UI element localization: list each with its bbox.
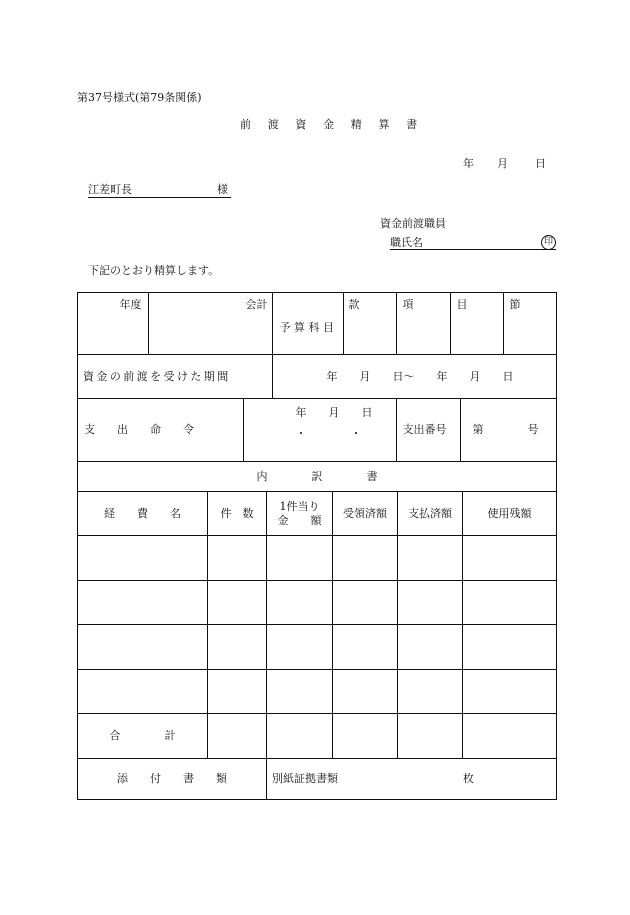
cell-unit-amount[interactable] (267, 581, 333, 625)
cell-remaining[interactable] (463, 581, 557, 625)
col-unit-amount (267, 492, 333, 536)
sender-name-line (390, 236, 556, 250)
budget-account-label: 会計 (245, 298, 268, 311)
attachment-value: 別紙証拠書類 (272, 772, 338, 785)
period-value: 年 月 日～ 年 月 日 (326, 370, 514, 383)
budget-row (78, 293, 557, 355)
form-number: 第37号様式(第79条関係) (77, 91, 202, 104)
budget-setsu-label: 節 (509, 298, 521, 311)
addressee-name: 江差町長 (88, 183, 132, 196)
col-unit-amount-label-2: 金 額 (277, 513, 322, 527)
cell-received[interactable] (333, 536, 398, 581)
budget-account-cell[interactable] (148, 293, 272, 354)
order-number-cell[interactable] (460, 399, 557, 461)
cell-remaining[interactable] (463, 670, 557, 714)
order-date-cell[interactable] (243, 399, 396, 461)
sender-name-label: 職氏名 (390, 236, 423, 249)
col-unit-amount-label-1: 1件当り (279, 499, 320, 513)
table-row (78, 536, 557, 581)
total-remaining[interactable] (463, 714, 557, 759)
attachment-value-cell[interactable] (267, 759, 557, 800)
breakdown-title-cell (78, 462, 557, 492)
period-value-cell[interactable] (272, 355, 557, 398)
cell-remaining[interactable] (463, 536, 557, 581)
col-count-label: 件 数 (220, 506, 254, 520)
settlement-form-table (77, 292, 557, 800)
breakdown-title-row (78, 462, 557, 492)
cell-count[interactable] (208, 581, 267, 625)
intro-text: 下記のとおり精算します。 (88, 264, 220, 277)
cell-remaining[interactable] (463, 625, 557, 670)
attachment-label: 添 付 書 類 (117, 772, 227, 786)
total-label-cell (78, 714, 208, 759)
budget-year-cell[interactable] (78, 293, 148, 354)
order-date: 年 月 日 (295, 406, 373, 419)
order-number-label: 支出番号 (402, 423, 447, 436)
period-label-cell (78, 355, 272, 398)
order-label: 支 出 命 令 (84, 423, 194, 436)
cell-paid[interactable] (398, 670, 463, 714)
cell-paid[interactable] (398, 536, 463, 581)
total-paid[interactable] (398, 714, 463, 759)
addressee (88, 184, 231, 198)
table-row (78, 625, 557, 670)
cell-unit-amount[interactable] (267, 625, 333, 670)
cell-count[interactable] (208, 670, 267, 714)
col-expense-name (78, 492, 208, 536)
col-count (208, 492, 267, 536)
cell-expense-name[interactable] (78, 536, 208, 581)
attachment-unit: 枚 (463, 772, 474, 785)
col-remaining (463, 492, 557, 536)
attachment-label-cell (78, 759, 267, 800)
period-row (78, 355, 557, 399)
period-label: 資金の前渡を受けた期間 (83, 370, 231, 383)
cell-count[interactable] (208, 625, 267, 670)
table-row (78, 670, 557, 714)
cell-unit-amount[interactable] (267, 670, 333, 714)
table-row (78, 581, 557, 625)
budget-subject-cell (272, 293, 343, 354)
col-received (333, 492, 398, 536)
cell-received[interactable] (333, 581, 398, 625)
budget-year-label: 年度 (119, 298, 142, 311)
cell-expense-name[interactable] (78, 581, 208, 625)
seal-icon: 印 (541, 235, 556, 250)
order-dots: ・ ・ (295, 427, 362, 440)
cell-unit-amount[interactable] (267, 536, 333, 581)
budget-kou-cell[interactable] (396, 293, 450, 354)
breakdown-header-row (78, 492, 557, 536)
cell-count[interactable] (208, 536, 267, 581)
col-paid (398, 492, 463, 536)
breakdown-title: 内 訳 書 (256, 469, 378, 483)
budget-setsu-cell[interactable] (503, 293, 557, 354)
order-number-value: 第 号 (472, 423, 539, 436)
date-day: 日 (535, 157, 546, 170)
col-paid-label: 支払済額 (408, 506, 452, 520)
total-unit-amount[interactable] (267, 714, 333, 759)
cell-received[interactable] (333, 625, 398, 670)
cell-paid[interactable] (398, 625, 463, 670)
budget-kan-cell[interactable] (343, 293, 396, 354)
budget-subject-label: 予 算 科 目 (279, 321, 334, 334)
total-count[interactable] (208, 714, 267, 759)
cell-expense-name[interactable] (78, 670, 208, 714)
sender-role: 資金前渡職員 (380, 217, 446, 230)
attachment-row (78, 759, 557, 800)
cell-paid[interactable] (398, 581, 463, 625)
budget-kou-label: 項 (402, 298, 414, 311)
budget-moku-cell[interactable] (450, 293, 503, 354)
addressee-honorific: 様 (217, 183, 228, 196)
document-title: 前 渡 資 金 精 算 書 (240, 118, 424, 131)
budget-kan-label: 款 (348, 298, 360, 311)
total-label: 合 計 (109, 729, 176, 743)
order-row (78, 399, 557, 462)
cell-expense-name[interactable] (78, 625, 208, 670)
order-number-label-cell (396, 399, 460, 461)
date-month: 月 (497, 157, 508, 170)
total-received[interactable] (333, 714, 398, 759)
date-year: 年 (463, 157, 474, 170)
cell-received[interactable] (333, 670, 398, 714)
col-remaining-label: 使用残額 (487, 506, 532, 520)
col-expense-name-label: 経 費 名 (104, 506, 181, 520)
budget-moku-label: 目 (456, 298, 468, 311)
order-label-cell (78, 399, 243, 461)
col-received-label: 受領済額 (343, 506, 387, 520)
total-row (78, 714, 557, 759)
